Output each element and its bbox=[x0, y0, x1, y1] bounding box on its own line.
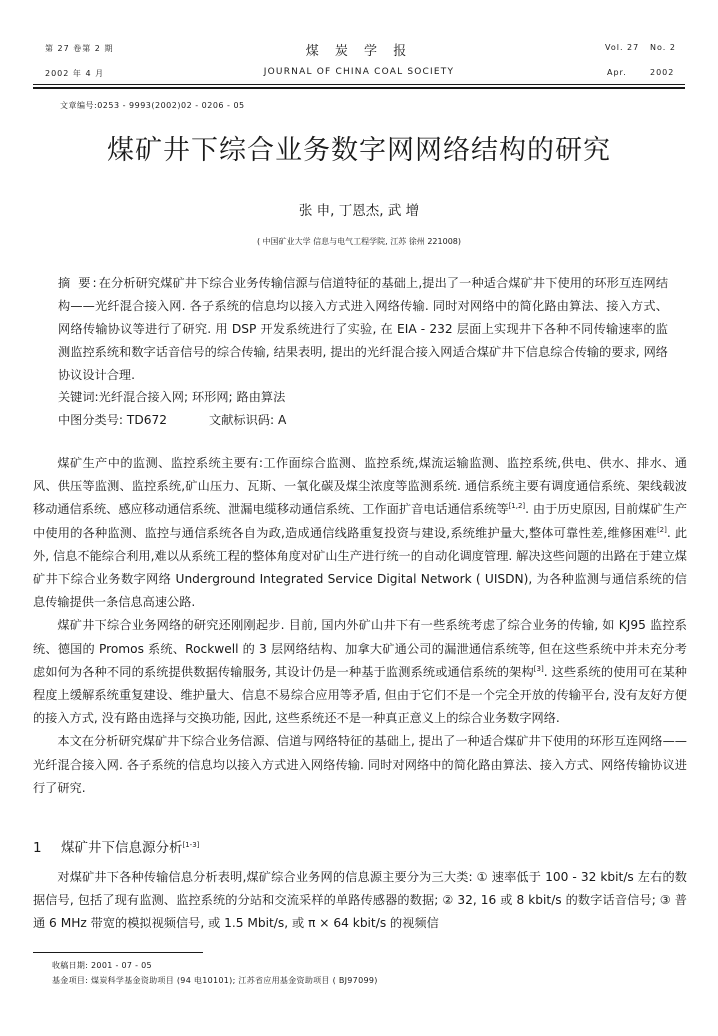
footnote-funding: 基金项目: 煤炭科学基金资助项目 (94 电10101); 江苏省应用基金资助项目 ( BJ97099) bbox=[52, 976, 378, 985]
p2b-text: . 这些系统的使用可在某种程度上缓解系统重复建设、维护量大、信息不易综合应用等矛盾, 但由于它们不是一个完全开放的传输平台, 没有友好方便的接入方式, 没有路由选择与交换功能, 因此, 这些系统还不是一种真正意义上的综合业务数字网络. bbox=[33, 664, 687, 726]
section-1-body bbox=[33, 866, 687, 936]
p1c-text: . 此外, 信息不能综合利用,难以从系统工程的整体角度对矿山生产进行统一的自动化调度管理. 解决这些问题的出路在于建立煤矿井下综合业务数字网络 Underground Integrated Service Digital Network ( UISDN), 为各种监测与通信系统的信息传输提供一条信息高速公路. bbox=[33, 525, 688, 610]
ref-1-2: [1,2] bbox=[508, 502, 526, 511]
header-rule-thick bbox=[33, 87, 685, 89]
journal-title-cn: 煤 炭 学 报 bbox=[305, 44, 413, 59]
footnote-received: 收稿日期: 2001 - 07 - 05 bbox=[52, 961, 152, 970]
clc-value: TD672 bbox=[126, 413, 168, 427]
p1b-text: . 由于历史原因, 目前煤矿生产中使用的各种监测、监控与通信系统各自为政,造成通信线路重复投资与建设,系统维护量大,整体可靠性差,维修困难 bbox=[33, 502, 688, 540]
abstract-text: 在分析研究煤矿井下综合业务传输信源与信道特征的基础上,提出了一种适合煤矿井下使用的环形互连网结构——光纤混合接入网. 各子系统的信息均以接入方式进入网络传输. 同时对网络中的简化路由算法、接入方式、网络传输协议等进行了研究. 用 DSP 开发系统进行了实验, 在 EIA - 232 层面上实现井下各种不同传输速率的监测监控系统和数字话音信号的综合传输, 结果表明, 提出的光纤混合接入网适合煤矿井下信息综合传输的要求, 网络协议设计合理. bbox=[58, 276, 669, 382]
journal-title-en: JOURNAL OF CHINA COAL SOCIETY bbox=[263, 67, 455, 77]
ref-2: [2] bbox=[656, 525, 667, 534]
p4-text: 对煤矿井下各种传输信息分析表明,煤矿综合业务网的信息源主要分为三大类: ① 速率低于 100 - 32 kbit/s 左右的数据信号, 包括了现有监测、监控系统的分站和交流采样的单路传感器的数据; ② 32, 16 或 8 kbit/s 的数字话音信号; ③ 普通 6 MHz 带宽的模拟视频信号, 或 1.5 Mbit/s, 或 π × 64 kbit/s 的视频信 bbox=[33, 870, 687, 931]
section-ref: [1-3] bbox=[182, 841, 200, 849]
doc-code-value: A bbox=[277, 413, 287, 427]
header-rule-thin bbox=[33, 84, 685, 85]
paragraph-4 bbox=[33, 866, 687, 936]
section-title: 煤矿井下信息源分析 bbox=[61, 840, 183, 856]
p3-text: 本文在分析研究煤矿井下综合业务信源、信道与网络特征的基础上, 提出了一种适合煤矿井下使用的环形互连网络——光纤混合接入网. 各子系统的信息均以接入方式进入网络传输. 同时对网络中的简化路由算法、接入方式、网络传输协议进行了研究. bbox=[33, 734, 687, 795]
doc-code-label: 文献标识码: bbox=[209, 413, 275, 427]
paragraph-3 bbox=[33, 730, 687, 800]
footnote-rule bbox=[33, 952, 203, 953]
paragraph-2 bbox=[33, 614, 687, 730]
p1-text: 煤矿生产中的监测、监控系统主要有:工作面综合监测、监控系统,煤流运输监测、监控系统,供电、供水、排水、通风、供压等监测、监控系统,矿山压力、瓦斯、一氧化碳及煤尘浓度等监测系统. 通信系统主要有调度通信系统、架线载波移动通信系统、感应移动通信系统、泄漏电缆移动通信系统、工作面扩音电话通信系统等 bbox=[33, 456, 687, 517]
header-month-en: Apr. bbox=[607, 68, 627, 77]
abstract-label: 摘 要: bbox=[58, 276, 99, 290]
section-1-heading bbox=[33, 836, 199, 856]
section-number: 1 bbox=[33, 840, 42, 856]
paper-authors: 张 申, 丁恩杰, 武 增 bbox=[298, 203, 420, 219]
classification-line bbox=[58, 411, 286, 428]
keywords-text: 光纤混合接入网; 环形网; 路由算法 bbox=[98, 390, 286, 404]
paragraph-1 bbox=[33, 452, 687, 614]
keywords-line bbox=[58, 388, 285, 405]
author-affiliation: ( 中国矿业大学 信息与电气工程学院, 江苏 徐州 221008) bbox=[256, 237, 462, 246]
header-date-cn: 2002 年 4 月 bbox=[45, 69, 105, 78]
header-volume-cn: 第 27 卷第 2 期 bbox=[45, 44, 114, 53]
abstract bbox=[58, 272, 668, 387]
clc-label: 中图分类号: bbox=[58, 413, 124, 427]
p2-text: 煤矿井下综合业务网络的研究还刚刚起步. 目前, 国内外矿山井下有一些系统考虑了综合业务的传输, 如 KJ95 监控系统、德国的 Promos 系统、Rockwell 的 3 层网络结构、加拿大矿通公司的漏泄通信系统等, 但在这些系统中并未充分考虑如何为各种不同的系统提供数据传输服务, 其设计仍是一种基于监测系统或通信系统的架构 bbox=[33, 618, 687, 679]
paper-title: 煤矿井下综合业务数字网网络结构的研究 bbox=[107, 135, 611, 166]
intro-body bbox=[33, 452, 687, 800]
header-number-en: No. 2 bbox=[650, 43, 676, 52]
header-year-en: 2002 bbox=[650, 68, 675, 77]
ref-3: [3] bbox=[533, 664, 544, 673]
article-number: 文章编号:0253 - 9993(2002)02 - 0206 - 05 bbox=[60, 101, 245, 110]
header-volume-en: Vol. 27 bbox=[605, 43, 640, 52]
keywords-label: 关键词: bbox=[58, 390, 99, 404]
